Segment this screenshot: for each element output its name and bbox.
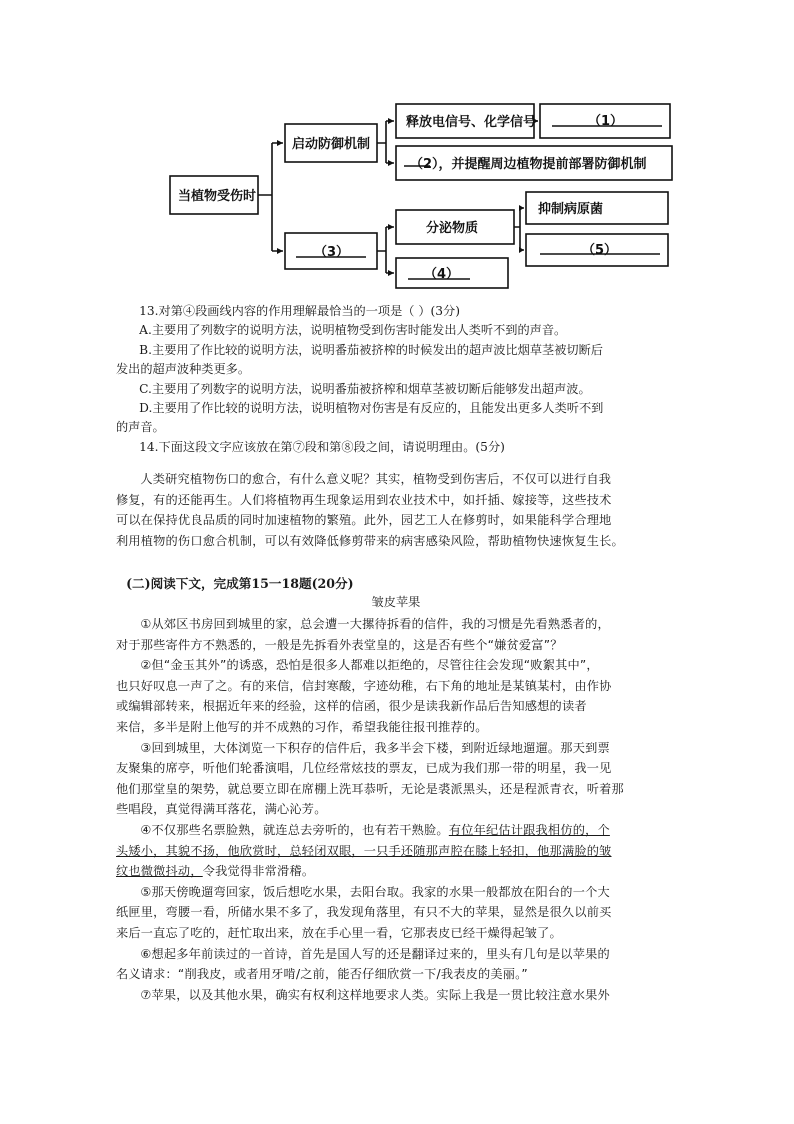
para2-line2: 也只好叹息一声了之。有的来信，信封寒酸，字迹幼稚，右下角的地址是某镇某村，由作协: [116, 678, 612, 693]
suppress-label: 抑制病原菌: [538, 202, 604, 217]
q13-option-d-line2: 的声音。: [116, 420, 165, 435]
branch-top-label: 启动防御机制: [292, 137, 371, 152]
section-2-header: [116, 574, 676, 613]
release-label: 释放电信号、化学信号: [406, 115, 537, 130]
para6-line1: ⑥想起多年前读过的一首诗，首先是国人写的还是翻译过来的，里头有几句是以苹果的: [140, 946, 610, 961]
para2-line3: 或编辑部转来，根据近年来的经验，这样的信函，很少是读我新作品后告知感想的读者: [116, 699, 587, 714]
para4-line2: 头矮小，其貌不扬，他欣赏时，总轻闭双眼，一只手还随那声腔在膝上轻扣，他那满脸的皱: [116, 843, 612, 858]
blank4-label: （4）: [424, 267, 460, 282]
blank2-label: （2），并提醒周边植物提前部署防御机制: [410, 157, 647, 172]
para4-underline-start: 有位年纪估计跟我相仿的，个: [448, 822, 610, 837]
para7-line1: ⑦苹果，以及其他水果，确实有权利这样地要求人类。实际上我是一贯比较注意水果外: [140, 987, 610, 1002]
para2-line1: ②但“金玉其外”的诱惑，恐怕是很多人都难以拒绝的，尽管往往会发现“败絮其中”，: [140, 658, 599, 673]
flow-diagram-svg: [168, 100, 674, 292]
article-body: [116, 614, 676, 1005]
q13-option-b-line2: 发出的超声波种类更多。: [116, 362, 251, 377]
para6-line2: 名义请求：“削我皮，或者用牙啃/之前，能否仔细欣赏一下/我表皮的美丽。”: [116, 967, 528, 982]
para4-plain-start: ④不仅那些名票脸熟，就连总去旁听的，也有若干熟脸。: [140, 822, 449, 837]
para3-line4: 些唱段，真觉得满耳落花，满心沁芳。: [116, 802, 327, 817]
q14-line4: 利用植物的伤口愈合机制，可以有效降低修剪带来的病害感染风险，帮助植物快速恢复生长。: [116, 533, 624, 548]
q14-line1: 人类研究植物伤口的愈合，有什么意义呢？其实，植物受到伤害后，不仅可以进行自我: [140, 472, 612, 486]
para4-line3: [116, 861, 676, 882]
q13-option-c: C.主要用了列数字的说明方法，说明番茄被挤榨和烟草茎被切断后能够发出超声波。: [139, 381, 591, 396]
para2-line4: 来信，多半是附上他写的并不成熟的习作，希望我能往报刊推荐的。: [116, 719, 488, 734]
para4-underline-end: 纹也微微抖动，: [116, 864, 203, 879]
para5-line3: 来后一直忘了吃的，赶忙取出来，放在手心里一看，它那表皮已经干燥得起皱了。: [116, 925, 562, 940]
para5-line1: ⑤那天傍晚遛弯回家，饭后想吃水果，去阳台取。我家的水果一般都放在阳台的一个大: [140, 884, 610, 899]
para5-line2: 纸匣里，弯腰一看，所储水果不多了，我发现角落里，有只不大的苹果，显然是很久以前买: [116, 905, 612, 920]
para1-line1: ①从郊区书房回到城里的家，总会遭一大摞待拆看的信件，我的习惯是先看熟悉者的，: [140, 617, 610, 631]
q14-line2: 修复，有的还能再生。人们将植物再生现象运用到农业技术中，如扦插、嫁接等，这些技术: [116, 492, 612, 507]
article-title: 皱皮苹果: [371, 595, 421, 610]
blank5-label: （5）: [582, 243, 618, 258]
question-13: [116, 302, 676, 457]
q14-passage: [116, 469, 676, 551]
section-2-heading: (二)阅读下文，完成第15一18题(20分): [126, 576, 354, 591]
q13-stem: 13.对第④段画线内容的作用理解最恰当的一项是（ ）(3分): [139, 304, 461, 318]
blank1-label: （1）: [588, 114, 624, 129]
q13-option-a: A.主要用了列数字的说明方法，说明植物受到伤害时能发出人类听不到的声音。: [139, 323, 567, 338]
root-label: 当植物受伤时: [178, 189, 257, 204]
para3-line2: 友聚集的席亭，听他们轮番演唱，几位经常炫技的票友，已成为我们那一带的明星，我一见: [116, 761, 612, 776]
para4-line1: [116, 820, 676, 841]
para3-line3: 他们那堂皇的架势，就总要立即在席棚上洗耳恭听，无论是裘派黑头，还是程派青衣，听着那: [116, 781, 624, 796]
q14-stem: 14.下面这段文字应该放在第⑦段和第⑧段之间，请说明理由。(5分): [139, 439, 505, 454]
blank3-label: （3）: [314, 245, 350, 260]
q14-line3: 可以在保持优良品质的同时加速植物的繁殖。此外，园艺工人在修剪时，如果能科学合理地: [116, 513, 612, 528]
q13-option-d-line1: D.主要用了作比较的说明方法，说明植物对伤害是有反应的，且能发出更多人类听不到: [139, 401, 604, 416]
q13-option-b-line1: B.主要用了作比较的说明方法，说明番茄被挤榨的时候发出的超声波比烟草茎被切断后: [139, 342, 603, 357]
secrete-label: 分泌物质: [426, 221, 479, 236]
para4-plain-end: 令我觉得非常滑稽。: [202, 864, 315, 879]
flow-diagram: [168, 100, 674, 292]
para3-line1: ③回到城里，大体浏览一下积存的信件后，我多半会下楼，到附近绿地遛遛。那天到票: [140, 740, 610, 755]
para1-line2: 对于那些寄件方不熟悉的，一般是先拆看外表堂皇的，这是否有些个“嫌贫爱富”？: [116, 637, 563, 652]
